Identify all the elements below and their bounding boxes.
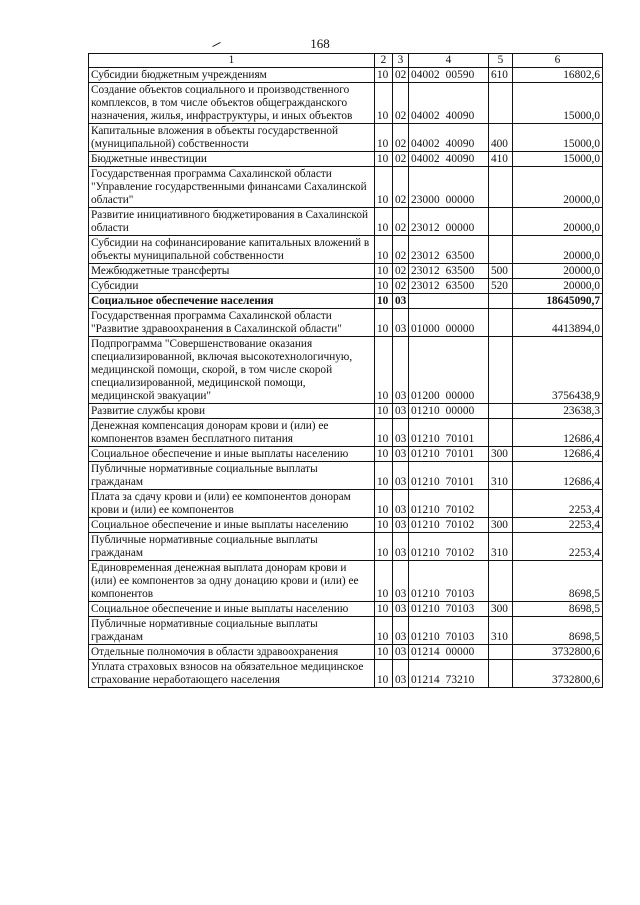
amount: 3732800,6	[513, 645, 603, 660]
table-row	[89, 124, 603, 152]
subsection-code: 03	[393, 645, 409, 660]
item-name: Капитальные вложения в объекты государственной (муниципальной) собственности	[89, 124, 375, 152]
subsection-code: 02	[393, 152, 409, 167]
target-article-code: 01210 70103	[409, 602, 489, 617]
expense-type-code: 310	[489, 462, 513, 490]
section-code: 10	[375, 533, 393, 561]
section-code: 10	[375, 309, 393, 337]
table-row	[89, 490, 603, 518]
subsection-code: 02	[393, 208, 409, 236]
subsection-code: 03	[393, 490, 409, 518]
amount: 18645090,7	[513, 294, 603, 309]
amount: 15000,0	[513, 152, 603, 167]
target-article-code: 01210 70101	[409, 462, 489, 490]
table-body	[89, 68, 603, 688]
table-row	[89, 264, 603, 279]
amount: 15000,0	[513, 124, 603, 152]
subsection-code: 02	[393, 236, 409, 264]
expense-type-code	[489, 561, 513, 602]
section-code: 10	[375, 490, 393, 518]
table-row	[89, 167, 603, 208]
section-code: 10	[375, 68, 393, 83]
item-name: Государственная программа Сахалинской области "Управление государственными финансами Сахалинской области"	[89, 167, 375, 208]
expense-type-code: 500	[489, 264, 513, 279]
item-name: Денежная компенсация донорам крови и (или) ее компонентов взамен бесплатного питания	[89, 419, 375, 447]
subsection-code: 03	[393, 660, 409, 688]
subsection-code: 02	[393, 83, 409, 124]
item-name: Субсидии бюджетным учреждениям	[89, 68, 375, 83]
target-article-code: 01210 70102	[409, 518, 489, 533]
target-article-code: 01210 70101	[409, 447, 489, 462]
expense-type-code	[489, 208, 513, 236]
subsection-code: 03	[393, 309, 409, 337]
section-code: 10	[375, 462, 393, 490]
target-article-code: 01200 00000	[409, 337, 489, 404]
expense-type-code: 610	[489, 68, 513, 83]
subsection-code: 02	[393, 167, 409, 208]
section-code: 10	[375, 561, 393, 602]
target-article-code: 01214 00000	[409, 645, 489, 660]
header-row	[89, 54, 603, 68]
expense-type-code	[489, 337, 513, 404]
item-name: Подпрограмма "Совершенствование оказания специализированной, включая высокотехнологичную, медицинской помощи, скорой, в том числе скорой специализированной, медицинской помощи, медицинской эвакуации"	[89, 337, 375, 404]
header-cell-2: 2	[375, 54, 393, 68]
expense-type-code: 400	[489, 124, 513, 152]
subsection-code: 02	[393, 68, 409, 83]
header-cell-4: 4	[409, 54, 489, 68]
item-name: Социальное обеспечение и иные выплаты населению	[89, 602, 375, 617]
header-cell-5: 5	[489, 54, 513, 68]
subsection-code: 03	[393, 533, 409, 561]
table-row	[89, 561, 603, 602]
amount: 2253,4	[513, 533, 603, 561]
header-cell-6: 6	[513, 54, 603, 68]
subsection-code: 03	[393, 337, 409, 404]
section-code: 10	[375, 167, 393, 208]
expense-type-code: 310	[489, 617, 513, 645]
target-article-code: 01210 70102	[409, 533, 489, 561]
table-row	[89, 447, 603, 462]
item-name: Уплата страховых взносов на обязательное медицинское страхование неработающего населения	[89, 660, 375, 688]
section-code: 10	[375, 447, 393, 462]
expense-type-code: 300	[489, 447, 513, 462]
target-article-code	[409, 294, 489, 309]
table-row	[89, 309, 603, 337]
subsection-code: 03	[393, 617, 409, 645]
header-cell-3: 3	[393, 54, 409, 68]
expense-type-code: 310	[489, 533, 513, 561]
target-article-code: 04002 00590	[409, 68, 489, 83]
target-article-code: 01210 70101	[409, 419, 489, 447]
amount: 20000,0	[513, 264, 603, 279]
table-row	[89, 294, 603, 309]
table-row	[89, 236, 603, 264]
section-code: 10	[375, 208, 393, 236]
item-name: Субсидии на софинансирование капитальных вложений в объекты муниципальной собственности	[89, 236, 375, 264]
item-name: Бюджетные инвестиции	[89, 152, 375, 167]
subsection-code: 03	[393, 447, 409, 462]
target-article-code: 01210 70103	[409, 617, 489, 645]
table-row	[89, 337, 603, 404]
subsection-code: 03	[393, 561, 409, 602]
section-code: 10	[375, 337, 393, 404]
amount: 20000,0	[513, 279, 603, 294]
item-name: Субсидии	[89, 279, 375, 294]
subsection-code: 03	[393, 404, 409, 419]
target-article-code: 01210 00000	[409, 404, 489, 419]
target-article-code: 23012 00000	[409, 208, 489, 236]
amount: 20000,0	[513, 167, 603, 208]
target-article-code: 23000 00000	[409, 167, 489, 208]
amount: 20000,0	[513, 208, 603, 236]
item-name: Межбюджетные трансферты	[89, 264, 375, 279]
expense-type-code	[489, 236, 513, 264]
expense-type-code: 300	[489, 518, 513, 533]
page-number: 168	[310, 36, 330, 51]
item-name: Социальное обеспечение и иные выплаты населению	[89, 518, 375, 533]
subsection-code: 02	[393, 124, 409, 152]
amount: 12686,4	[513, 447, 603, 462]
expense-type-code	[489, 645, 513, 660]
target-article-code: 04002 40090	[409, 83, 489, 124]
amount: 20000,0	[513, 236, 603, 264]
expense-type-code	[489, 404, 513, 419]
target-article-code: 04002 40090	[409, 124, 489, 152]
section-code: 10	[375, 404, 393, 419]
amount: 12686,4	[513, 419, 603, 447]
expense-type-code	[489, 490, 513, 518]
amount: 8698,5	[513, 602, 603, 617]
amount: 16802,6	[513, 68, 603, 83]
item-name: Социальное обеспечение и иные выплаты населению	[89, 447, 375, 462]
item-name: Публичные нормативные социальные выплаты гражданам	[89, 462, 375, 490]
subsection-code: 02	[393, 264, 409, 279]
section-code: 10	[375, 645, 393, 660]
section-code: 10	[375, 294, 393, 309]
section-code: 10	[375, 660, 393, 688]
table-row	[89, 404, 603, 419]
item-name: Социальное обеспечение населения	[89, 294, 375, 309]
item-name: Государственная программа Сахалинской области "Развитие здравоохранения в Сахалинской области"	[89, 309, 375, 337]
table-row	[89, 208, 603, 236]
subsection-code: 03	[393, 294, 409, 309]
target-article-code: 01210 70103	[409, 561, 489, 602]
subsection-code: 02	[393, 279, 409, 294]
subsection-code: 03	[393, 419, 409, 447]
section-code: 10	[375, 419, 393, 447]
section-code: 10	[375, 518, 393, 533]
expense-type-code	[489, 309, 513, 337]
expense-type-code: 410	[489, 152, 513, 167]
section-code: 10	[375, 83, 393, 124]
table-row	[89, 68, 603, 83]
item-name: Создание объектов социального и производственного комплексов, в том числе объектов общегражданского назначения, жилья, инфраструктуры, и иных объектов	[89, 83, 375, 124]
section-code: 10	[375, 236, 393, 264]
expense-type-code	[489, 660, 513, 688]
amount: 2253,4	[513, 518, 603, 533]
target-article-code: 23012 63500	[409, 264, 489, 279]
item-name: Развитие инициативного бюджетирования в Сахалинской области	[89, 208, 375, 236]
expense-type-code: 300	[489, 602, 513, 617]
section-code: 10	[375, 152, 393, 167]
table-row	[89, 279, 603, 294]
section-code: 10	[375, 264, 393, 279]
amount: 15000,0	[513, 83, 603, 124]
table-row	[89, 419, 603, 447]
amount: 3732800,6	[513, 660, 603, 688]
table-row	[89, 152, 603, 167]
subsection-code: 03	[393, 518, 409, 533]
target-article-code: 23012 63500	[409, 279, 489, 294]
item-name: Развитие службы крови	[89, 404, 375, 419]
target-article-code: 01214 73210	[409, 660, 489, 688]
expense-type-code	[489, 167, 513, 208]
amount: 23638,3	[513, 404, 603, 419]
expense-type-code	[489, 419, 513, 447]
target-article-code: 23012 63500	[409, 236, 489, 264]
subsection-code: 03	[393, 462, 409, 490]
table-row	[89, 602, 603, 617]
table-row	[89, 660, 603, 688]
subsection-code: 03	[393, 602, 409, 617]
table-row	[89, 462, 603, 490]
amount: 2253,4	[513, 490, 603, 518]
section-code: 10	[375, 617, 393, 645]
target-article-code: 01000 00000	[409, 309, 489, 337]
amount: 8698,5	[513, 561, 603, 602]
target-article-code: 01210 70102	[409, 490, 489, 518]
table-row	[89, 518, 603, 533]
item-name: Публичные нормативные социальные выплаты гражданам	[89, 617, 375, 645]
section-code: 10	[375, 279, 393, 294]
item-name: Единовременная денежная выплата донорам крови и (или) ее компонентов за одну донацию крови и (или) ее компонентов	[89, 561, 375, 602]
table-row	[89, 645, 603, 660]
expense-type-code	[489, 294, 513, 309]
item-name: Отдельные полномочия в области здравоохранения	[89, 645, 375, 660]
item-name: Плата за сдачу крови и (или) ее компонентов донорам крови и (или) ее компонентов	[89, 490, 375, 518]
amount: 3756438,9	[513, 337, 603, 404]
table-row	[89, 617, 603, 645]
expense-type-code	[489, 83, 513, 124]
section-code: 10	[375, 602, 393, 617]
target-article-code: 04002 40090	[409, 152, 489, 167]
amount: 8698,5	[513, 617, 603, 645]
budget-table	[88, 53, 603, 688]
header-cell-1: 1	[89, 54, 375, 68]
expense-type-code: 520	[489, 279, 513, 294]
amount: 12686,4	[513, 462, 603, 490]
amount: 4413894,0	[513, 309, 603, 337]
table-row	[89, 533, 603, 561]
section-code: 10	[375, 124, 393, 152]
table-row	[89, 83, 603, 124]
item-name: Публичные нормативные социальные выплаты гражданам	[89, 533, 375, 561]
